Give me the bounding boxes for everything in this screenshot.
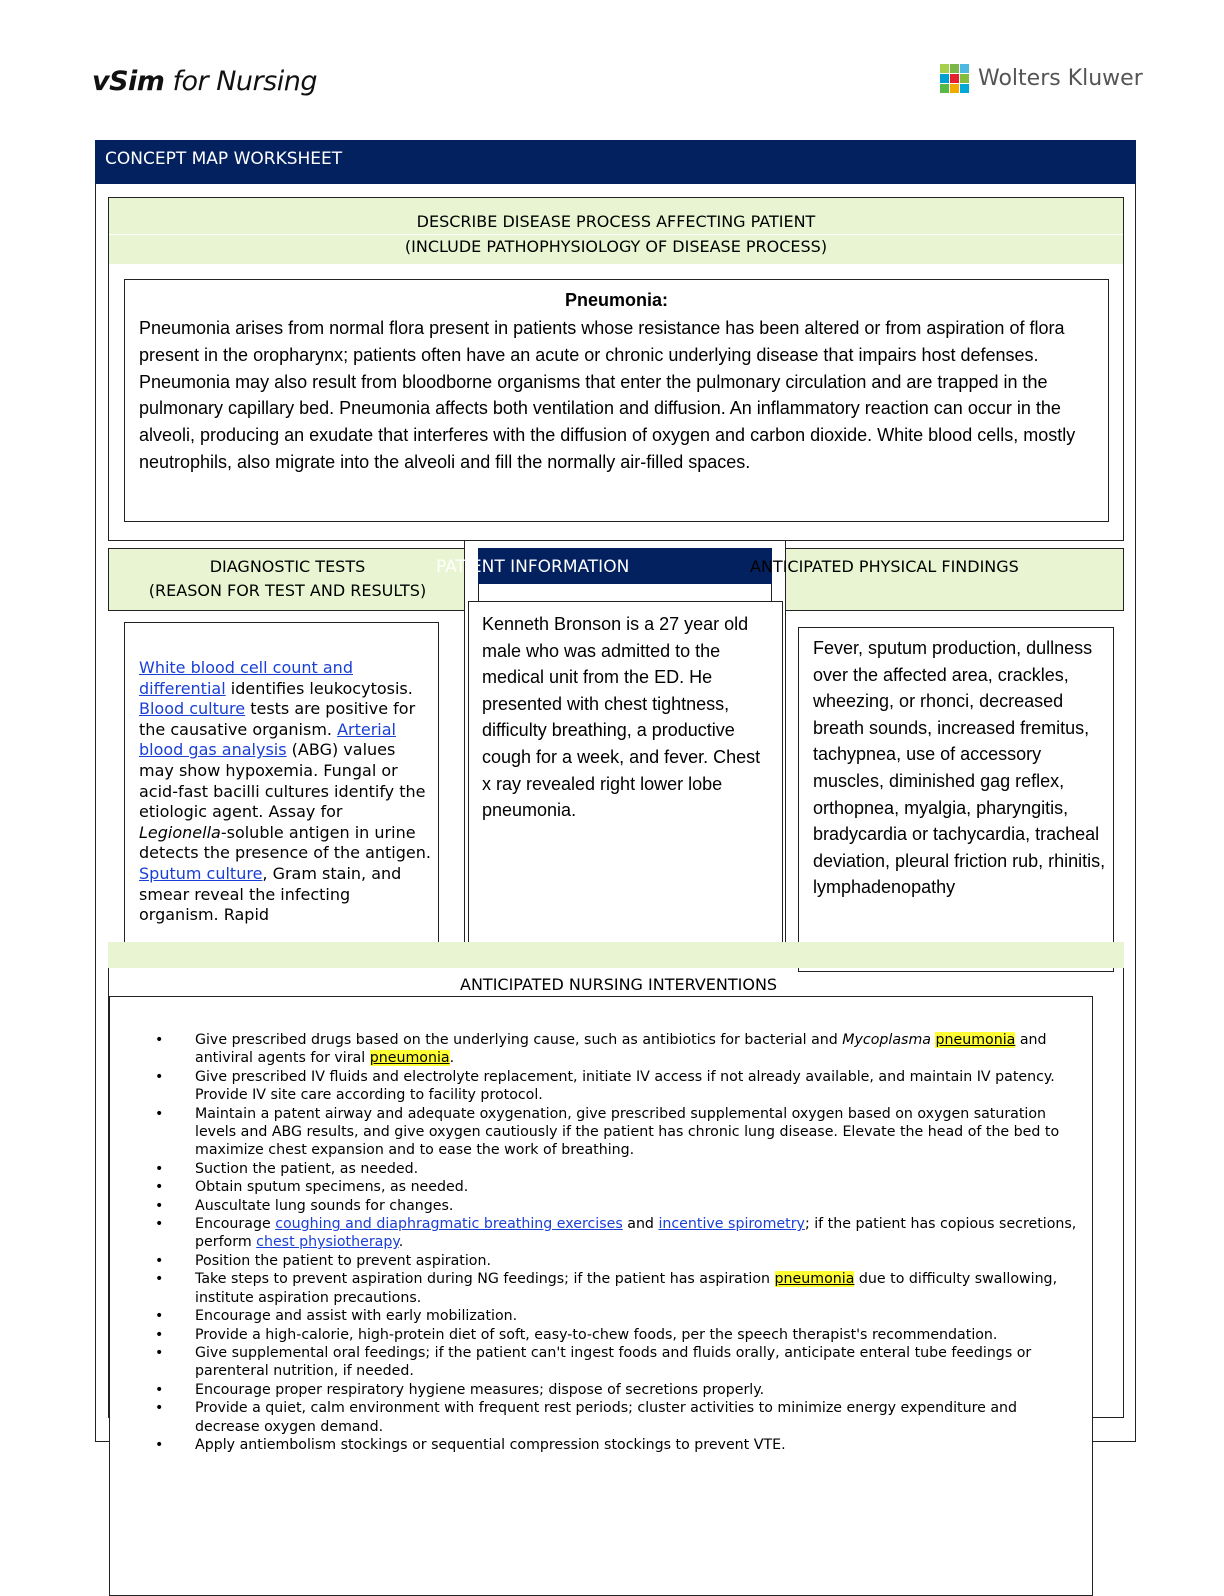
interventions-heading: ANTICIPATED NURSING INTERVENTIONS [460, 975, 778, 994]
list-item: • Encourage proper respiratory hygiene measures; dispose of secretions properly. [155, 1381, 1085, 1399]
highlighted-term: pneumonia [935, 1032, 1016, 1048]
publisher-name: Wolters Kluwer [978, 66, 1143, 91]
diagnostic-heading-line1: DIAGNOSTIC TESTS [209, 557, 366, 576]
wbc-link[interactable]: White blood cell count and differential [139, 658, 353, 698]
disease-description: Pneumonia arises from normal flora present in patients whose resistance has been altered or from aspiration of flora present in the oropharynx; patients often have an acute or chronic underlying disease that impairs host defenses. Pneumonia may also result from bloodborne organisms that enter the pulmonary circulation and are trapped in the pulmonary capillary bed. Pneumonia affects both ventilation and diffusion. An inflammatory reaction can occur in the alveoli, producing an exudate that interferes with the diffusion of oxygen and carbon dioxide. White blood cells, mostly neutrophils, also migrate into the alveoli and fill the normally air-filled spaces. [139, 318, 1076, 472]
highlighted-term: pneumonia [369, 1050, 450, 1067]
physical-findings-heading: ANTICIPATED PHYSICAL FINDINGS [750, 557, 1019, 576]
diagnostic-heading-line2: (REASON FOR TEST AND RESULTS) [148, 581, 427, 600]
list-item: • Suction the patient, as needed. [155, 1160, 1085, 1178]
list-item: • Provide a quiet, calm environment with frequent rest periods; cluster activities to minimize energy expenditure and decrease oxygen demand. [155, 1399, 1085, 1436]
list-item: • Provide a high-calorie, high-protein diet of soft, easy-to-chew foods, per the speech therapist's recommendation. [155, 1326, 1085, 1344]
sputum-culture-link[interactable]: Sputum culture [139, 863, 263, 883]
physical-findings-text: Fever, sputum production, dullness over the affected area, crackles, wheezing, or rhonci, decreased breath sounds, increased fremitus, tachypnea, use of accessory muscles, diminished gag reflex, orthopnea, myalgia, pharyngitis, bradycardia or tachycardia, tracheal deviation, pleural friction rub, rhinitis, lymphadenopathy [813, 638, 1106, 898]
disease-heading-line1: DESCRIBE DISEASE PROCESS AFFECTING PATIENT [416, 212, 816, 231]
patient-description: Kenneth Bronson is a 27 year old male who was admitted to the medical unit from the ED. He presented with chest tightness, difficulty breathing, a productive cough for a week, and fever. Chest x ray revealed right lower lobe pneumonia. [482, 614, 761, 821]
highlighted-term: pneumonia [774, 1271, 855, 1288]
list-item: • Give prescribed IV fluids and electrolyte replacement, initiate IV access if not already available, and maintain IV patency. Provide IV site care according to facility protocol. [155, 1068, 1085, 1105]
list-item: • Maintain a patent airway and adequate oxygenation, give prescribed supplemental oxygen based on oxygen saturation levels and ABG results, and give oxygen cautiously if the patient has chronic lung disease. Elevate the head of the bed to maximize chest expansion and to ease the work of breathing. [155, 1105, 1085, 1160]
coughing-exercises-link[interactable]: coughing and diaphragmatic breathing exercises [275, 1216, 623, 1233]
disease-heading-line2: (INCLUDE PATHOPHYSIOLOGY OF DISEASE PROCESS) [404, 237, 828, 256]
incentive-spirometry-link[interactable]: incentive spirometry [658, 1216, 805, 1233]
worksheet-title: CONCEPT MAP WORKSHEET [105, 149, 343, 169]
list-item: • Auscultate lung sounds for changes. [155, 1197, 1085, 1215]
blood-culture-link[interactable]: Blood culture [139, 699, 246, 719]
interventions-list [155, 1031, 1085, 1454]
list-item: • Encourage coughing and diaphragmatic breathing exercises and incentive spirometry; if the patient has copious secretions, perform chest physiotherapy. [155, 1215, 1085, 1252]
abg-link[interactable]: Arterial blood gas analysis [139, 719, 396, 760]
list-item: • Give supplemental oral feedings; if the patient can't ingest foods and fluids orally, anticipate enteral tube feedings or parenteral nutrition, if needed. [155, 1344, 1085, 1381]
list-item: • Give prescribed drugs based on the underlying cause, such as antibiotics for bacterial and Mycoplasma pneumonia and antiviral agents for viral pneumonia. [155, 1031, 1085, 1068]
vsim-logo: vSim for Nursing [92, 66, 317, 97]
chest-physiotherapy-link[interactable]: chest physiotherapy [256, 1234, 399, 1251]
list-item: • Obtain sputum specimens, as needed. [155, 1178, 1085, 1196]
diagnostic-text: White blood cell count and differential identifies leukocytosis. Blood culture tests are positive for the causative organism. Arterial blood gas analysis (ABG) values may show hypoxemia. Fungal or acid-fast bacilli cultures identify the etiologic agent. Assay for Legionella-soluble antigen in urine detects the presence of the antigen. Sputum culture, Gram stain, and smear reveal the infecting organism. Rapid [139, 658, 431, 925]
patient-heading-underbox [478, 584, 772, 602]
divider [109, 234, 1123, 235]
list-item: • Take steps to prevent aspiration during NG feedings; if the patient has aspiration pneumonia due to difficulty swallowing, institute aspiration precautions. [155, 1270, 1085, 1307]
interventions-heading-band [108, 942, 1124, 968]
patient-heading: PATIENT INFORMATION [436, 557, 630, 577]
disease-title: Pneumonia: [564, 290, 668, 310]
list-item: • Encourage and assist with early mobilization. [155, 1307, 1085, 1325]
list-item: • Apply antiembolism stockings or sequential compression stockings to prevent VTE. [155, 1436, 1085, 1454]
list-item: • Position the patient to prevent aspiration. [155, 1252, 1085, 1270]
